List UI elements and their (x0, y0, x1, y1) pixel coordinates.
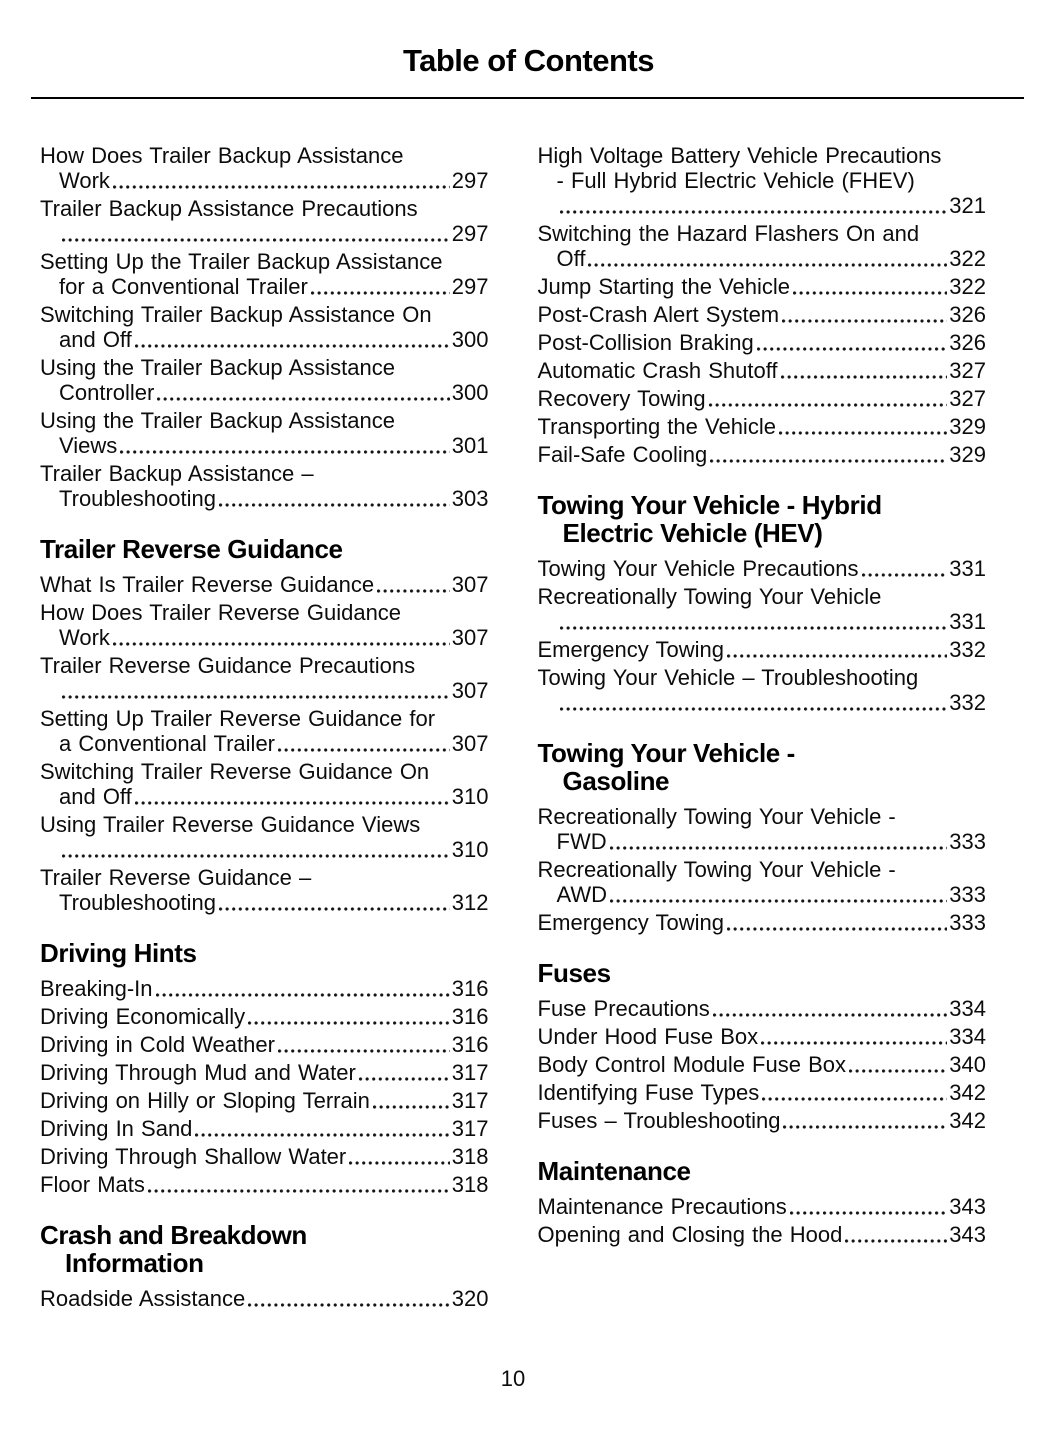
dot-leader (610, 899, 947, 903)
toc-entry-page-number: 297 (451, 221, 489, 246)
section-heading (40, 939, 489, 967)
toc-entry-text-line: Trailer Backup Assistance – (40, 461, 314, 486)
toc-entry-title: Post-Collision Braking (537, 330, 754, 355)
toc-entry-page-number: 320 (451, 1286, 489, 1311)
toc-entry-page-number: 329 (949, 442, 986, 467)
toc-entry-title: Transporting the Vehicle (537, 414, 776, 439)
toc-entry-title: for a Conventional Trailer (59, 274, 308, 299)
section-heading-line: Maintenance (537, 1156, 691, 1186)
page-title: Table of Contents (403, 43, 654, 78)
toc-entry-title: Towing Your Vehicle Precautions (537, 556, 859, 581)
toc-entry (40, 1004, 489, 1029)
dot-leader (359, 1077, 450, 1081)
section-heading-line: Information (65, 1248, 204, 1278)
toc-entry (538, 221, 987, 271)
dot-leader (62, 854, 450, 858)
section-heading-line: Electric Vehicle (HEV) (562, 518, 823, 548)
toc-entry-last-line (538, 1222, 987, 1247)
dot-leader (560, 707, 948, 711)
toc-entry (40, 600, 489, 650)
toc-entry-last-line (40, 837, 489, 862)
toc-entry-text-line: Using the Trailer Backup Assistance (40, 355, 395, 380)
toc-entry (40, 408, 489, 458)
section-heading-line: Fuses (537, 958, 611, 988)
toc-entry-last-line (40, 486, 489, 511)
toc-entry (40, 1144, 489, 1169)
toc-entry-page-number: 342 (949, 1080, 986, 1105)
title-rule (31, 97, 1024, 99)
toc-entry-title: Jump Starting the Vehicle (537, 274, 790, 299)
toc-entry (40, 196, 489, 246)
toc-column-left (40, 143, 489, 1314)
page-number: 10 (500, 1366, 526, 1391)
toc-entry-last-line (538, 1024, 987, 1049)
toc-entry-page-number: 317 (451, 1088, 489, 1113)
dot-leader (311, 291, 450, 295)
dot-leader (62, 695, 450, 699)
toc-entry-page-number: 331 (949, 556, 986, 581)
toc-entry-text-line: Recreationally Towing Your Vehicle - (537, 857, 896, 882)
toc-entry (538, 442, 987, 467)
section-heading-line: Towing Your Vehicle - (537, 738, 795, 768)
dot-leader (248, 1303, 450, 1307)
toc-entry-page-number: 322 (949, 274, 986, 299)
toc-entry (538, 414, 987, 439)
toc-entry-page-number: 312 (451, 890, 489, 915)
dot-leader (120, 450, 449, 454)
toc-entry-page-number: 297 (451, 168, 489, 193)
section-heading-line: Gasoline (562, 766, 670, 796)
toc-entry (40, 1088, 489, 1113)
section-heading-line: Towing Your Vehicle - Hybrid (537, 490, 882, 520)
dot-leader (779, 431, 947, 435)
toc-entry-last-line (538, 302, 987, 327)
toc-entry-text-line: Towing Your Vehicle – Troubleshooting (537, 665, 919, 690)
toc-entry-title: Driving in Cold Weather (40, 1032, 275, 1057)
toc-entry-page-number: 329 (949, 414, 986, 439)
toc-entry-last-line (40, 572, 489, 597)
toc-entry-page-number: 316 (451, 1032, 489, 1057)
toc-entry-title: Post-Crash Alert System (537, 302, 780, 327)
toc-entry-title: Fuse Precautions (537, 996, 710, 1021)
toc-entry (40, 976, 489, 1001)
dot-leader (588, 263, 947, 267)
toc-entry-last-line (538, 882, 987, 907)
toc-entry-title: Driving In Sand (40, 1116, 193, 1141)
toc-entry-title: Opening and Closing the Hood (537, 1222, 843, 1247)
toc-entry-last-line (538, 637, 987, 662)
toc-entry-title: Body Control Module Fuse Box (537, 1052, 846, 1077)
toc-entry-last-line (538, 442, 987, 467)
toc-entry-text-line: Recreationally Towing Your Vehicle (537, 584, 882, 609)
dot-leader (219, 907, 450, 911)
toc-entry-title: Roadside Assistance (40, 1286, 246, 1311)
toc-entry-text-line: Using Trailer Reverse Guidance Views (40, 812, 421, 837)
dot-leader (761, 1041, 947, 1045)
toc-entry-last-line (538, 1194, 987, 1219)
toc-entry-title: Breaking-In (40, 976, 153, 1001)
toc-entry-title: and Off (59, 327, 132, 352)
section-heading (538, 739, 987, 795)
toc-entry-last-line (538, 996, 987, 1021)
toc-entry-last-line (538, 1052, 987, 1077)
dot-leader (278, 1049, 450, 1053)
toc-entry-page-number: 300 (451, 380, 489, 405)
toc-entry (538, 637, 987, 662)
toc-entry-page-number: 326 (949, 330, 986, 355)
dot-leader (610, 846, 948, 850)
dot-leader (862, 573, 948, 577)
toc-entry (40, 812, 489, 862)
toc-entry-page-number: 322 (949, 246, 986, 271)
toc-column-right (538, 143, 987, 1250)
dot-leader (710, 459, 947, 463)
toc-entry-title: Driving on Hilly or Sloping Terrain (40, 1088, 370, 1113)
toc-entry-title: Driving Through Shallow Water (40, 1144, 347, 1169)
toc-entry-page-number: 301 (451, 433, 489, 458)
toc-entry-page-number: 318 (451, 1144, 489, 1169)
dot-leader (560, 210, 948, 214)
toc-entry (538, 1108, 987, 1133)
toc-entry (40, 249, 489, 299)
toc-entry-last-line (538, 1108, 987, 1133)
toc-entry-title: FWD (556, 829, 607, 854)
dot-leader (113, 642, 450, 646)
toc-entry-last-line (40, 976, 489, 1001)
toc-entry-title: Floor Mats (40, 1172, 145, 1197)
toc-entry-page-number: 326 (949, 302, 986, 327)
toc-entry-last-line (40, 625, 489, 650)
toc-entry-title: AWD (556, 882, 608, 907)
toc-entry (538, 556, 987, 581)
dot-leader (790, 1211, 948, 1215)
section-heading-line: Trailer Reverse Guidance (40, 534, 343, 564)
toc-entry (40, 1172, 489, 1197)
toc-entry-page-number: 316 (451, 976, 489, 1001)
dot-leader (845, 1239, 947, 1243)
toc-entry (538, 804, 987, 854)
toc-entry (40, 302, 489, 352)
toc-entry-page-number: 297 (451, 274, 489, 299)
toc-entry-page-number: 307 (451, 572, 489, 597)
toc-entry-title: Off (556, 246, 586, 271)
section-heading (40, 535, 489, 563)
toc-entry-text-line: Using the Trailer Backup Assistance (40, 408, 395, 433)
dot-leader (62, 238, 450, 242)
toc-entry-title: Emergency Towing (537, 637, 724, 662)
toc-entry-last-line (40, 1144, 489, 1169)
toc-entry-last-line (40, 784, 489, 809)
toc-entry-title: Work (59, 625, 110, 650)
toc-entry-text-line: Switching Trailer Backup Assistance On (40, 302, 432, 327)
toc-entry (538, 302, 987, 327)
dot-leader (849, 1069, 947, 1073)
toc-entry-last-line (40, 1172, 489, 1197)
toc-entry-page-number: 332 (949, 690, 986, 715)
dot-leader (783, 1125, 947, 1129)
dot-leader (793, 291, 947, 295)
toc-entry (538, 665, 987, 715)
toc-entry-page-number: 307 (451, 731, 489, 756)
toc-entry-last-line (40, 1060, 489, 1085)
dot-leader (373, 1105, 450, 1109)
dot-leader (113, 185, 450, 189)
toc-entry-last-line (538, 330, 987, 355)
toc-entry-page-number: 307 (451, 678, 489, 703)
toc-entry-text-line: - Full Hybrid Electric Vehicle (FHEV) (556, 168, 915, 193)
dot-leader (757, 347, 948, 351)
toc-entry (40, 461, 489, 511)
toc-entry-last-line (538, 1080, 987, 1105)
toc-entry (538, 1052, 987, 1077)
toc-entry-page-number: 307 (451, 625, 489, 650)
section-heading-line: Driving Hints (40, 938, 197, 968)
dot-leader (148, 1189, 450, 1193)
toc-entry-title: Emergency Towing (537, 910, 724, 935)
toc-entry-last-line (538, 690, 987, 715)
toc-entry-text-line: Switching Trailer Reverse Guidance On (40, 759, 430, 784)
dot-leader (727, 927, 947, 931)
toc-entry-title: Troubleshooting (59, 486, 216, 511)
toc-entry-last-line (538, 609, 987, 634)
toc-entry-last-line (538, 386, 987, 411)
dot-leader (278, 748, 450, 752)
dot-leader (560, 626, 948, 630)
section-heading-line: Crash and Breakdown (40, 1220, 307, 1250)
toc-entry-page-number: 300 (451, 327, 489, 352)
toc-entry-page-number: 327 (949, 386, 986, 411)
toc-entry-last-line (40, 274, 489, 299)
toc-entry-title: Troubleshooting (59, 890, 216, 915)
toc-entry-title: Controller (59, 380, 155, 405)
toc-entry (538, 1194, 987, 1219)
toc-entry-page-number: 332 (949, 637, 986, 662)
toc-entry (538, 857, 987, 907)
toc-entry-page-number: 317 (451, 1116, 489, 1141)
section-heading (538, 491, 987, 547)
toc-entry-last-line (538, 556, 987, 581)
toc-entry-page-number: 340 (949, 1052, 986, 1077)
toc-entry-page-number: 333 (949, 882, 986, 907)
toc-entry-title: Driving Economically (40, 1004, 246, 1029)
dot-leader (195, 1133, 449, 1137)
toc-entry-title: Automatic Crash Shutoff (537, 358, 778, 383)
toc-entry (538, 1080, 987, 1105)
toc-entry-text-line: Trailer Reverse Guidance – (40, 865, 312, 890)
toc-entry (538, 358, 987, 383)
toc-entry-page-number: 343 (949, 1222, 986, 1247)
toc-entry-last-line (40, 433, 489, 458)
toc-entry-last-line (538, 414, 987, 439)
toc-entry-title: Recovery Towing (537, 386, 706, 411)
toc-entry-page-number: 316 (451, 1004, 489, 1029)
toc-entry-last-line (40, 1116, 489, 1141)
toc-entry (40, 706, 489, 756)
toc-entry-last-line (538, 829, 987, 854)
dot-leader (762, 1097, 947, 1101)
dot-leader (727, 654, 947, 658)
section-heading (538, 1157, 987, 1185)
toc-entry-text-line: Trailer Reverse Guidance Precautions (40, 653, 416, 678)
toc-entry-page-number: 333 (949, 910, 986, 935)
section-heading (40, 1221, 489, 1277)
toc-entry (538, 910, 987, 935)
toc-entry-last-line (40, 221, 489, 246)
toc-entry-page-number: 334 (949, 1024, 986, 1049)
toc-entry-title: Identifying Fuse Types (537, 1080, 760, 1105)
toc-entry-page-number: 318 (451, 1172, 489, 1197)
toc-entry-text-line: Trailer Backup Assistance Precautions (40, 196, 418, 221)
toc-entry-title: a Conventional Trailer (59, 731, 276, 756)
dot-leader (782, 319, 947, 323)
toc-columns (40, 143, 986, 1314)
toc-entry-text-line: How Does Trailer Reverse Guidance (40, 600, 402, 625)
toc-entry (40, 865, 489, 915)
toc-entry (538, 584, 987, 634)
dot-leader (713, 1013, 948, 1017)
toc-entry (40, 572, 489, 597)
toc-entry (40, 1286, 489, 1311)
toc-entry-last-line (40, 168, 489, 193)
toc-entry (538, 274, 987, 299)
toc-entry-last-line (538, 193, 987, 218)
toc-entry-title: and Off (59, 784, 132, 809)
toc-entry-last-line (538, 246, 987, 271)
toc-entry (40, 759, 489, 809)
toc-entry-title: Under Hood Fuse Box (537, 1024, 759, 1049)
toc-entry-page-number: 310 (451, 837, 489, 862)
dot-leader (156, 993, 450, 997)
toc-entry-title: Maintenance Precautions (537, 1194, 787, 1219)
dot-leader (248, 1021, 450, 1025)
toc-entry-page-number: 343 (949, 1194, 986, 1219)
dot-leader (135, 801, 450, 805)
toc-entry (40, 143, 489, 193)
toc-entry-last-line (40, 1088, 489, 1113)
toc-entry-last-line (40, 1032, 489, 1057)
toc-entry (538, 996, 987, 1021)
toc-entry (40, 1032, 489, 1057)
dot-leader (349, 1161, 450, 1165)
toc-entry-page-number: 310 (451, 784, 489, 809)
toc-entry (538, 330, 987, 355)
toc-entry-last-line (40, 1004, 489, 1029)
toc-entry-text-line: How Does Trailer Backup Assistance (40, 143, 404, 168)
toc-entry-title: Fail-Safe Cooling (537, 442, 708, 467)
toc-entry-last-line (538, 910, 987, 935)
dot-leader (709, 403, 948, 407)
toc-entry (538, 386, 987, 411)
toc-entry-last-line (40, 731, 489, 756)
toc-entry (40, 1060, 489, 1085)
dot-leader (135, 344, 450, 348)
toc-entry-text-line: Setting Up the Trailer Backup Assistance (40, 249, 443, 274)
toc-entry (538, 1024, 987, 1049)
section-heading (538, 959, 987, 987)
toc-entry-page-number: 327 (949, 358, 986, 383)
dot-leader (781, 375, 948, 379)
toc-entry-last-line (538, 358, 987, 383)
dot-leader (219, 503, 450, 507)
toc-entry (40, 653, 489, 703)
toc-entry (40, 355, 489, 405)
toc-entry (40, 1116, 489, 1141)
toc-entry (538, 1222, 987, 1247)
toc-entry-last-line (40, 380, 489, 405)
toc-entry-title: Work (59, 168, 110, 193)
toc-entry-page-number: 334 (949, 996, 986, 1021)
toc-entry-last-line (40, 327, 489, 352)
toc-entry-title: Driving Through Mud and Water (40, 1060, 356, 1085)
toc-entry-page-number: 317 (451, 1060, 489, 1085)
toc-entry-text-line: Switching the Hazard Flashers On and (537, 221, 920, 246)
toc-entry-text-line: High Voltage Battery Vehicle Precautions (537, 143, 942, 168)
toc-entry-page-number: 303 (451, 486, 489, 511)
toc-entry-last-line (40, 890, 489, 915)
toc-entry-page-number: 333 (949, 829, 986, 854)
toc-entry-page-number: 331 (949, 609, 986, 634)
toc-entry (538, 143, 987, 218)
toc-entry-text-line: Setting Up Trailer Reverse Guidance for (40, 706, 436, 731)
toc-entry-page-number: 321 (949, 193, 986, 218)
toc-entry-title: Views (59, 433, 118, 458)
toc-entry-title: What Is Trailer Reverse Guidance (40, 572, 375, 597)
toc-entry-text-line: Recreationally Towing Your Vehicle - (537, 804, 896, 829)
toc-entry-last-line (40, 1286, 489, 1311)
toc-entry-last-line (40, 678, 489, 703)
dot-leader (377, 589, 450, 593)
toc-entry-page-number: 342 (949, 1108, 986, 1133)
dot-leader (157, 397, 449, 401)
toc-entry-title: Fuses – Troubleshooting (537, 1108, 781, 1133)
toc-entry-last-line (538, 274, 987, 299)
